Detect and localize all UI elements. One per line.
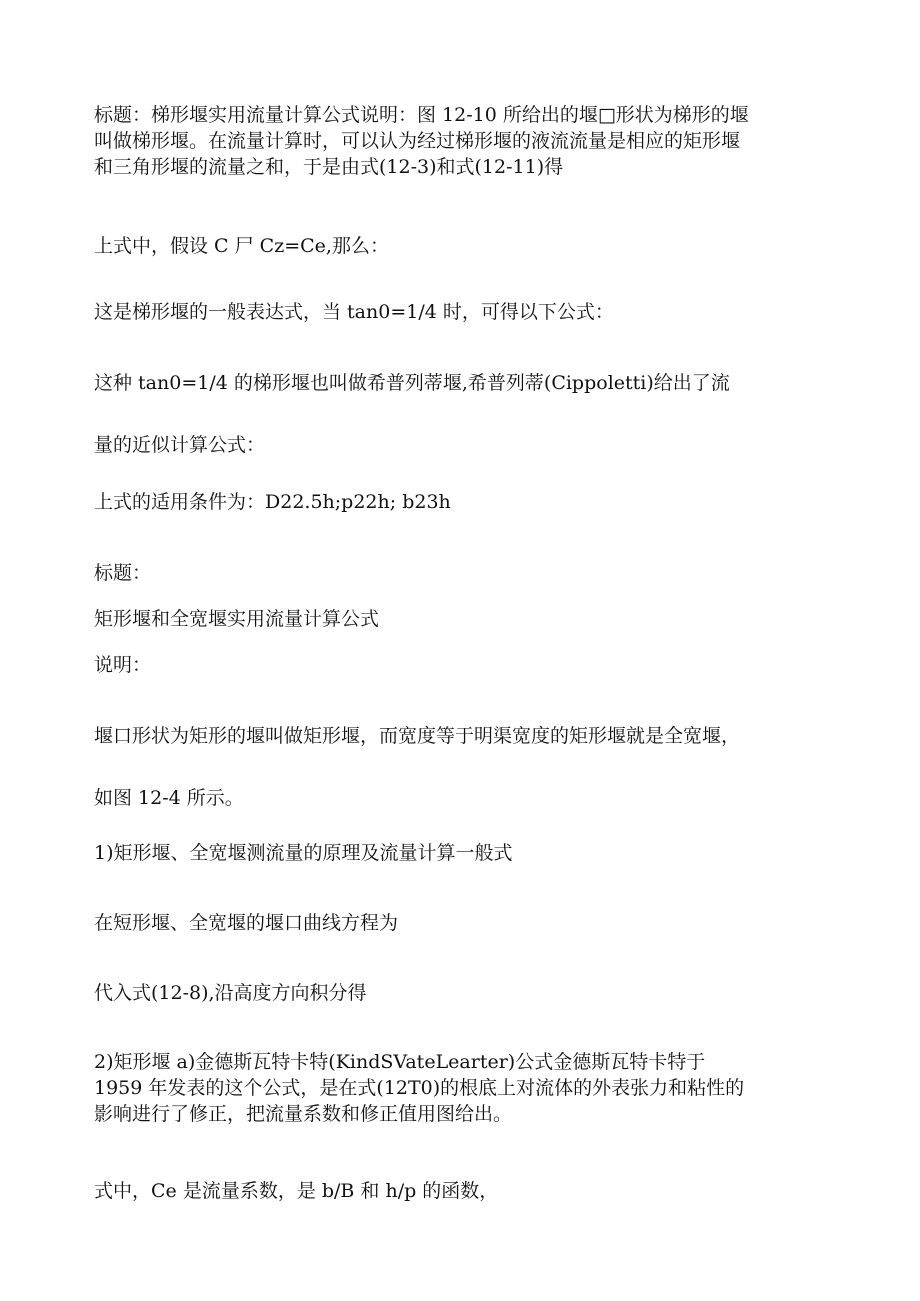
text-line: 这是梯形堰的一般表达式，当 tan0=1/4 时，可得以下公式：: [94, 301, 614, 323]
text-line: 堰口形状为矩形的堰叫做矩形堰，而宽度等于明渠宽度的矩形堰就是全宽堰，: [94, 725, 741, 747]
description-label: [94, 652, 834, 678]
paragraph-integration: [94, 980, 834, 1006]
paragraph-kindsvater-carter: [94, 1049, 834, 1127]
text-line: 如图 12-4 所示。: [94, 787, 244, 809]
text-line: 量的近似计算公式：: [94, 434, 266, 456]
text-line: 矩形堰和全宽堰实用流量计算公式: [94, 608, 380, 630]
text-line: 标题：: [94, 562, 152, 584]
section-title: [94, 606, 834, 632]
paragraph-curve-equation: [94, 910, 834, 936]
text-line: 在短形堰、全宽堰的堰口曲线方程为: [94, 912, 399, 934]
text-line: 叫做梯形堰。在流量计算时，可以认为经过梯形堰的液流流量是相应的矩形堰: [94, 130, 741, 152]
text-line: 1)矩形堰、全宽堰测流量的原理及流量计算一般式: [94, 842, 513, 864]
heading-label: [94, 560, 834, 586]
paragraph-rectangular-weir-def: [94, 723, 834, 811]
text-line: 和三角形堰的流量之和，于是由式(12-3)和式(12-11)得: [94, 156, 564, 178]
paragraph-principle: [94, 840, 834, 866]
paragraph-cippoletti: [94, 370, 834, 458]
text-line: 2)矩形堰 a)金德斯瓦特卡特(KindSVateLearter)公式金德斯瓦特卡特于: [94, 1051, 706, 1073]
paragraph-general-expression: [94, 299, 834, 325]
paragraph-assumption: [94, 233, 834, 259]
text-line: 说明：: [94, 654, 152, 676]
text-line: 标题：梯形堰实用流量计算公式说明：图 12-10 所给出的堰□形状为梯形的堰: [94, 104, 749, 126]
paragraph-flow-coefficient: [94, 1178, 834, 1204]
text-line: 1959 年发表的这个公式，是在式(12T0)的根底上对流体的外表张力和粘性的: [94, 1077, 745, 1099]
text-line: 式中，Ce 是流量系数，是 b/B 和 h/p 的函数，: [94, 1180, 499, 1202]
text-line: 代入式(12-8),沿高度方向积分得: [94, 982, 367, 1004]
paragraph-trapezoidal-weir-intro: [94, 102, 834, 180]
text-line: 上式的适用条件为：D22.5h;p22h; b23h: [94, 491, 451, 513]
paragraph-conditions: [94, 489, 834, 515]
text-line: 影响进行了修正，把流量系数和修正值用图给出。: [94, 1103, 513, 1125]
text-line: 这种 tan0=1/4 的梯形堰也叫做希普列蒂堰,希普列蒂(Cippoletti)给出了流: [94, 372, 730, 394]
text-line: 上式中，假设 C 尸 Cz=Ce,那么：: [94, 235, 389, 257]
